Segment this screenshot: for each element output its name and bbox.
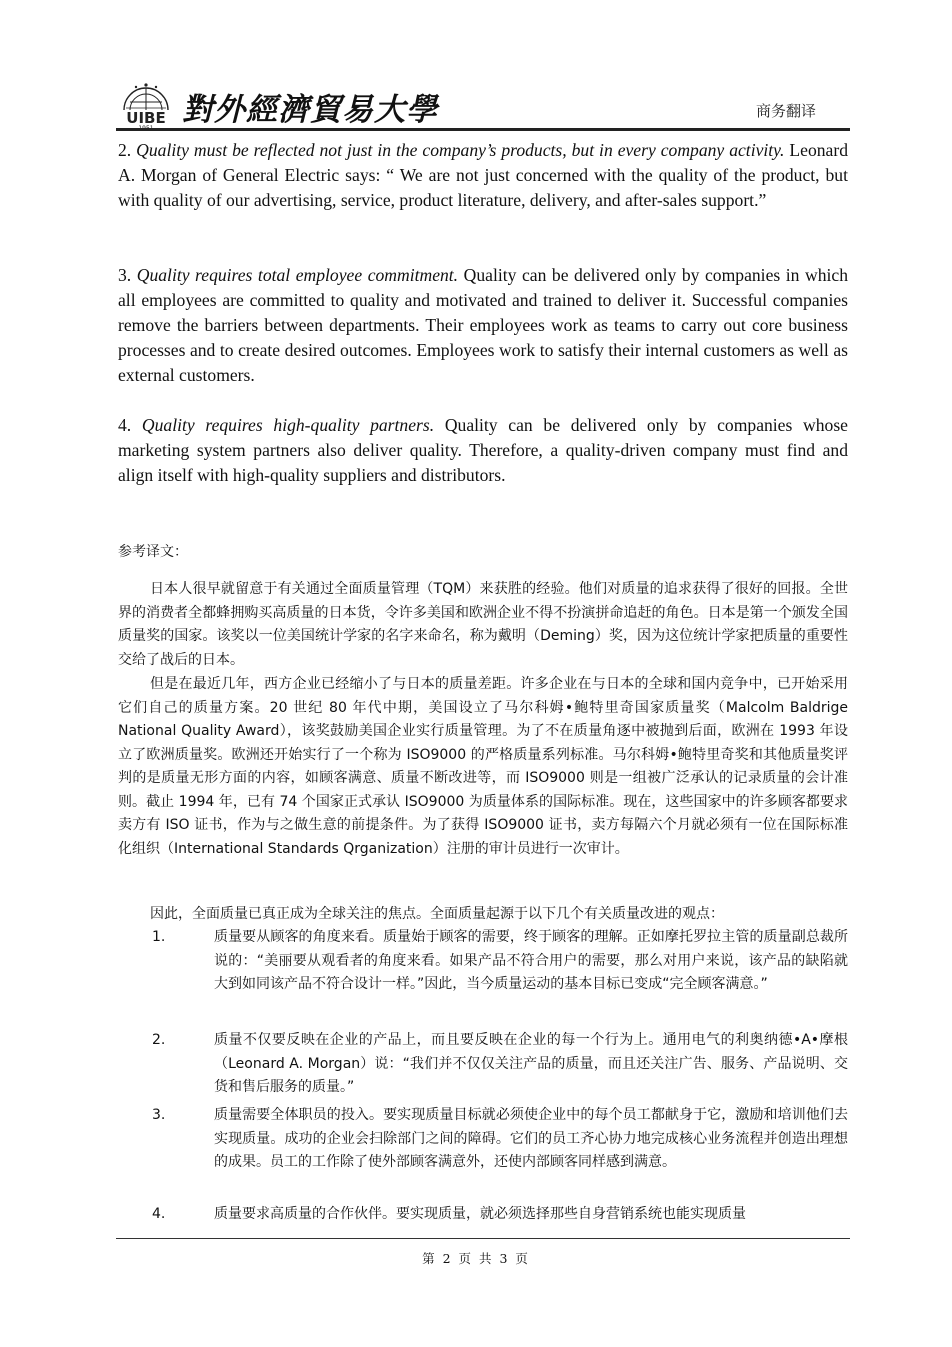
english-point-3 [118,263,848,388]
english-point-4 [118,413,848,488]
list-item-1-text: 质量要从顾客的角度来看。质量始于顾客的需要，终于顾客的理解。正如摩托罗拉主管的质量副总裁所说的：“美丽要从观看者的角度来看。如果产品不符合用户的需要，那么对用户来说，该产品的缺陷就大到如同该产品不符合设计一样。”因此，当今质量运动的基本目标已变成“完全顾客满意。” [214,929,848,992]
footer-divider [116,1238,850,1239]
point-2-body: Leonard A. Morgan of General Electric says: “ We are not just concerned with the quality of the product, but with quality of our advertising, service, product literature, delivery, and after-sales support.” [118,140,849,210]
point-4-number: 4. [118,415,132,435]
course-title: 商务翻译 [755,102,816,120]
header-divider [116,128,850,131]
point-2-number: 2. [118,140,132,160]
translation-label: 参考译文： [118,544,188,560]
university-logo-icon [116,80,176,130]
list-item-4-number: 4. [152,1206,166,1222]
list-item-1-number: 1. [152,929,166,945]
list-item-2-text: 质量不仅要反映在企业的产品上，而且要反映在企业的每一个行为上。通用电气的利奥纳德•A•摩根（Leonard A. Morgan）说：“我们并不仅仅关注产品的质量，而且还关注广告、服务、产品说明、交货和售后服务的质量。” [214,1032,848,1095]
university-name: 對外經濟貿易大學 [182,92,438,128]
list-item-3-number: 3. [152,1107,166,1123]
translation-paragraph-1: 日本人很早就留意于有关通过全面质量管理（TQM）来获胜的经验。他们对质量的追求获得了很好的回报。全世界的消费者全都蜂拥购买高质量的日本货，令许多美国和欧洲企业不得不扮演拼命追赶的角色。日本是第一个颁发全国质量奖的国家。该奖以一位美国统计学家的名字来命名，称为戴明（Deming）奖，因为这位统计学家把质量的重要性交给了战后的日本。 [118,581,848,668]
list-item-3-text: 质量需要全体职员的投入。要实现质量目标就必须使企业中的每个员工都献身于它，激励和培训他们去实现质量。成功的企业会扫除部门之间的障碍。它们的员工齐心协力地完成核心业务流程并创造出理想的成果。员工的工作除了使外部顾客满意外，还使内部顾客同样感到满意。 [214,1107,848,1170]
english-point-2 [118,138,848,213]
translation-paragraph-2: 但是在最近几年，西方企业已经缩小了与日本的质量差距。许多企业在与日本的全球和国内竞争中，已开始采用它们自己的质量方案。20 世纪 80 年代中期，美国设立了马尔科姆•鲍特里奇国家质量奖（Malcolm Baldrige National Quality Award），该奖鼓励美国企业实行质量管理。为了不在质量角逐中被抛到后面，欧洲在 1993 年设立了欧洲质量奖。欧洲还开始实行了一个称为 ISO9000 的严格质量系列标准。马尔科姆•鲍特里奇奖和其他质量奖评判的是质量无形方面的内容，如顾客满意、质量不断改进等，而 ISO9000 则是一组被广泛承认的记录质量的会计准则。截止 1994 年，已有 74 个国家正式承认 ISO9000 为质量体系的国际标准。现在，这些国家中的许多顾客都要求卖方有 ISO 证书，作为与之做生意的前提条件。为了获得 ISO9000 证书，卖方每隔六个月就必须有一位在国际标准化组织（International Standards Qrganization）注册的审计员进行一次审计。 [118,676,848,857]
list-item-2-number: 2. [152,1032,166,1048]
page-header [116,78,850,132]
point-4-heading: Quality requires high-quality partners. [141,415,435,435]
page-number: 第 2 页 共 3 页 [422,1251,530,1266]
point-4-body: Quality can be delivered only by companies whose marketing system partners also deliver quality. Therefore, a quality-driven company must find and align itself with high-quality suppliers and distributors. [118,415,848,485]
point-3-number: 3. [118,265,132,285]
translation-paragraph-3: 因此，全面质量已真正成为全球关注的焦点。全面质量起源于以下几个有关质量改进的观点： [150,906,724,922]
point-2-heading: Quality must be reflected not just in the company’s products, but in every company activity. [136,140,785,160]
point-3-heading: Quality requires total employee commitment. [136,265,459,285]
list-item-4-text: 质量要求高质量的合作伙伴。要实现质量，就必须选择那些自身营销系统也能实现质量 [214,1206,746,1222]
point-3-body: Quality can be delivered only by companies in which all employees are committed to quality and motivated and trained to deliver it. Successful companies remove the barriers between departments. Their employees work as teams to carry out core business processes and to create desired outcomes. Employees work to satisfy their internal customers as well as external customers. [118,265,848,385]
logo-abbrev: UIBE [126,109,166,127]
